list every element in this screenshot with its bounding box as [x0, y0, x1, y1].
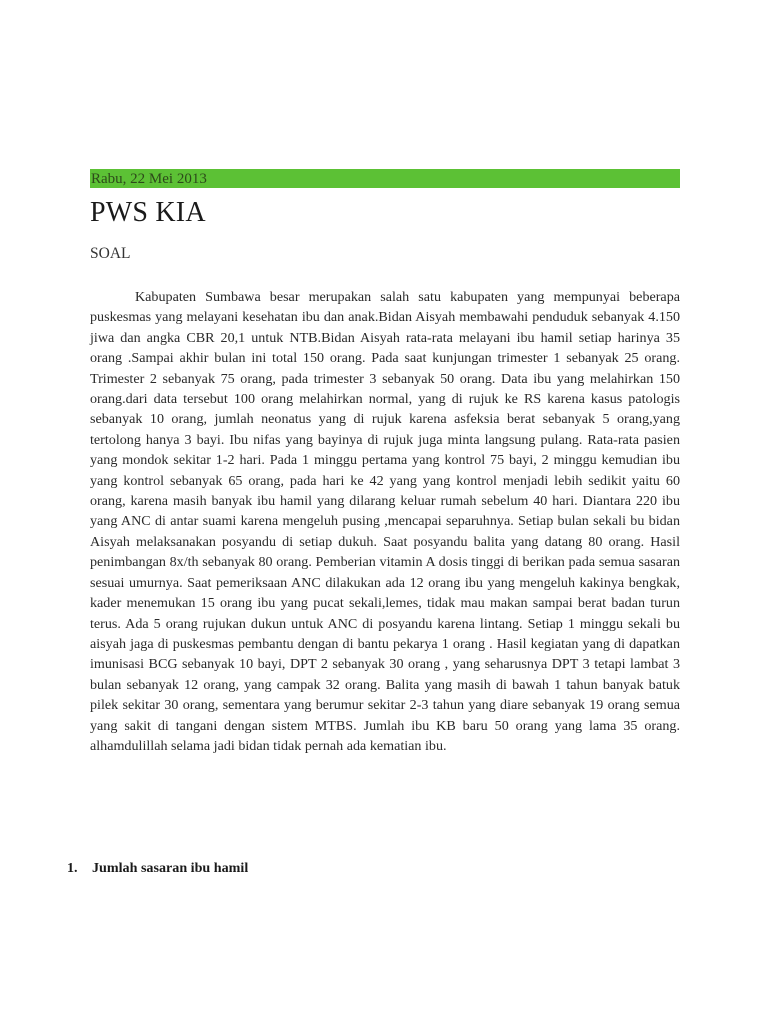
section-label: SOAL — [90, 245, 131, 262]
question-number: 1. — [67, 860, 78, 876]
question-item — [67, 858, 248, 878]
post-date: Rabu, 22 Mei 2013 — [91, 171, 207, 187]
page-title: PWS KIA — [90, 197, 206, 228]
question-text: Jumlah sasaran ibu hamil — [92, 860, 249, 876]
question-list — [67, 858, 248, 878]
date-header-bar — [90, 169, 680, 188]
case-paragraph: Kabupaten Sumbawa besar merupakan salah satu kabupaten yang mempunyai beberapa puskesmas yang melayani kesehatan ibu dan anak.Bidan Aisyah membawahi penduduk sebanyak 4.150 jiwa dan angka CBR 20,1 untuk NTB.Bidan Aisyah rata-rata melayani ibu hamil setiap harinya 35 orang .Sampai akhir bulan ini total 150 orang. Pada saat kunjungan trimester 1 sebanyak 25 orang. Trimester 2 sebanyak 75 orang, pada trimester 3 sebanyak 50 orang. Data ibu yang melahirkan 150 orang.dari data tersebut 100 orang melahirkan normal, yang di rujuk ke RS karena kasus patologis sebanyak 10 orang, jumlah neonatus yang di rujuk karena asfeksia berat sebanyak 5 orang,yang tertolong hanya 3 bayi. Ibu nifas yang bayinya di rujuk juga minta langsung pulang. Rata-rata pasien yang mondok sekitar 1-2 hari. Pada 1 minggu pertama yang kontrol 75 bayi, 2 minggu kemudian ibu yang kontrol sebanyak 65 orang, pada hari ke 42 yang yang kontrol menjadi lebih sedikit yaitu 60 orang, karena masih banyak ibu hamil yang dilarang keluar rumah sebelum 40 hari. Diantara 220 ibu yang ANC di antar suami karena mengeluh pusing ,mencapai separuhnya. Setiap bulan sekali bu bidan Aisyah melaksanakan posyandu di setiap dukuh. Saat posyandu balita yang datang 80 orang. Hasil penimbangan 8x/th sebanyak 80 orang. Pemberian vitamin A dosis tinggi di berikan pada semua sasaran sesuai umurnya. Saat pemeriksaan ANC dilakukan ada 12 orang ibu yang mengeluh kakinya bengkak, kader menemukan 15 orang ibu yang pucat sekali,lemes, tidak mau makan sampai berat badan turun terus. Ada 5 orang rujukan dukun untuk ANC di posyandu karena lintang. Setiap 1 minggu sekali bu aisyah jaga di puskesmas pembantu dengan di bantu pekarya 1 orang . Hasil kegiatan yang di dapatkan imunisasi BCG sebanyak 10 bayi, DPT 2 sebanyak 30 orang , yang seharusnya DPT 3 tetapi lambat 3 bulan sebanyak 12 orang, yang campak 32 orang. Balita yang masih di bawah 1 tahun banyak batuk pilek sekitar 30 orang, sementara yang berumur sekitar 2-3 tahun yang diare sebanyak 19 orang semua yang sakit di tangani dengan sistem MTBS. Jumlah ibu KB baru 50 orang yang lama 35 orang. alhamdulillah selama jadi bidan tidak pernah ada kematian ibu. — [90, 289, 680, 754]
